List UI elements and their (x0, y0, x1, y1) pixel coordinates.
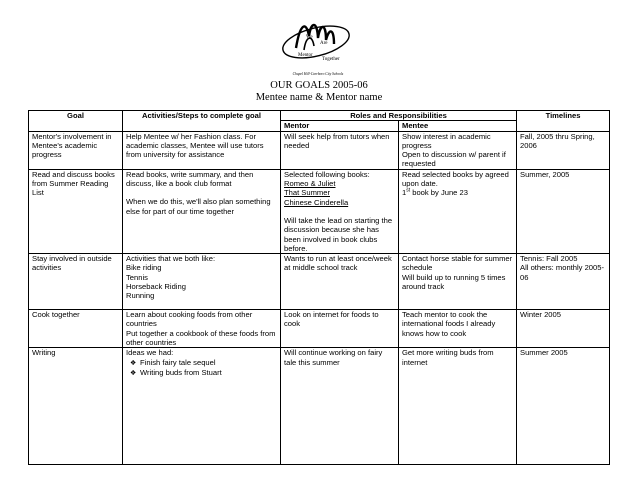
steps-cell (123, 348, 281, 465)
timeline-line: All others: monthly 2005-06 (520, 263, 605, 282)
timeline-cell: Summer, 2005 (517, 169, 610, 253)
steps-cell (123, 169, 281, 253)
timeline-cell: Summer 2005 (517, 348, 610, 465)
timeline-cell: Fall, 2005 thru Spring, 2006 (517, 131, 610, 169)
table-row (29, 131, 610, 169)
mentor-line: Will take the lead on starting the discussion because she has been involved in book clubs before. (284, 215, 393, 253)
mentor-cell: Will seek help from tutors when needed (281, 131, 399, 169)
timeline-cell (517, 254, 610, 310)
logo-text: Together (322, 57, 340, 62)
mentee-line: Will build up to running 5 times around track (402, 272, 506, 292)
book-title: Chinese Cinderella (284, 197, 349, 207)
page-subtitle: Mentee name & Mentor name (255, 92, 383, 103)
mentee-line: Show interest in academic progress (402, 131, 491, 150)
steps-line: Ideas we had: (126, 348, 174, 358)
mentee-line (402, 188, 513, 197)
mentor-line: Selected following books: (284, 169, 370, 179)
mentee-line: Read selected books by agreed upon date. (402, 169, 509, 189)
mentee-line: Contact horse stable for summer schedule (402, 254, 513, 273)
steps-line: When we do this, we'll also plan something else for part of our time together (126, 197, 271, 216)
mentor-cell: Look on internet for foods to cook (281, 310, 399, 348)
steps-cell (123, 310, 281, 348)
mentor-cell: Will continue working on fairy tale this summer (281, 348, 399, 465)
steps-cell: Help Mentee w/ her Fashion class. For academic classes, Mentee will use tutors from university for assistance (123, 131, 281, 169)
bullet-text: Writing buds from Stuart (140, 367, 222, 377)
mentor-header: Mentor (281, 121, 399, 131)
list-item (126, 368, 277, 378)
book-title: That Summer (284, 188, 330, 198)
mentee-line: Open to discussion w/ parent if requested (402, 150, 506, 169)
table-row (29, 310, 610, 348)
steps-line: Learn about cooking foods from other countries (126, 310, 253, 329)
steps-line: Horseback Riding (126, 282, 186, 292)
mentor-cell (281, 169, 399, 253)
ordinal-number: 1 (402, 188, 407, 198)
diamond-bullet-icon: ❖ (130, 359, 137, 367)
mentee-cell (399, 131, 517, 169)
mentee-cell: Teach mentor to cook the international foods I already knows how to cook (399, 310, 517, 348)
logo-text: Are (320, 41, 328, 46)
goal-header: Goal (29, 111, 123, 132)
mentee-cell: Get more writing buds from internet (399, 348, 517, 465)
table-row (29, 254, 610, 310)
goal-cell: Writing (29, 348, 123, 465)
goal-cell: Cook together (29, 310, 123, 348)
timeline-line: Tennis: Fall 2005 (520, 254, 578, 264)
steps-line: Bike riding (126, 263, 162, 273)
page-title: OUR GOALS 2005-06 (270, 80, 368, 91)
table-row (29, 169, 610, 253)
mentee-cell (399, 254, 517, 310)
mentee-cell (399, 169, 517, 253)
steps-cell (123, 254, 281, 310)
school-logo (276, 14, 360, 78)
logo-caption: Chapel Hill-Carrboro City Schools (292, 72, 344, 76)
timeline-cell: Winter 2005 (517, 310, 610, 348)
logo-text: Mentor (298, 53, 313, 58)
bullet-text: Finish fairy tale sequel (140, 357, 216, 367)
steps-line: Activities that we both like: (126, 254, 216, 264)
steps-line: Running (126, 291, 155, 301)
ordinal-suffix: st (406, 187, 411, 194)
goal-cell: Mentor's involvement in Mentee's academic progress (29, 131, 123, 169)
steps-line: Put together a cookbook of these foods from other countries (126, 328, 276, 348)
goals-table (28, 110, 610, 465)
table-row (29, 348, 610, 465)
mentor-cell: Wants to run at least once/week at middle school track (281, 254, 399, 310)
timelines-header: Timelines (517, 111, 610, 132)
steps-line: Tennis (126, 272, 148, 282)
roles-header: Roles and Responsibilities (281, 111, 517, 121)
logo-text: We (306, 35, 313, 40)
header-row (29, 111, 610, 121)
goal-cell: Read and discuss books from Summer Reading List (29, 169, 123, 253)
list-item (126, 358, 277, 368)
book-title: Romeo & Juliet (284, 179, 336, 189)
mentor-logo-icon (276, 14, 360, 78)
goal-cell: Stay involved in outside activities (29, 254, 123, 310)
steps-line: Read books, write summary, and then discuss, like a book club format (126, 169, 254, 189)
steps-header: Activities/Steps to complete goal (123, 111, 281, 132)
diamond-bullet-icon: ❖ (130, 369, 137, 377)
mentee-line-rest: book by June 23 (410, 188, 468, 198)
mentee-header: Mentee (399, 121, 517, 131)
